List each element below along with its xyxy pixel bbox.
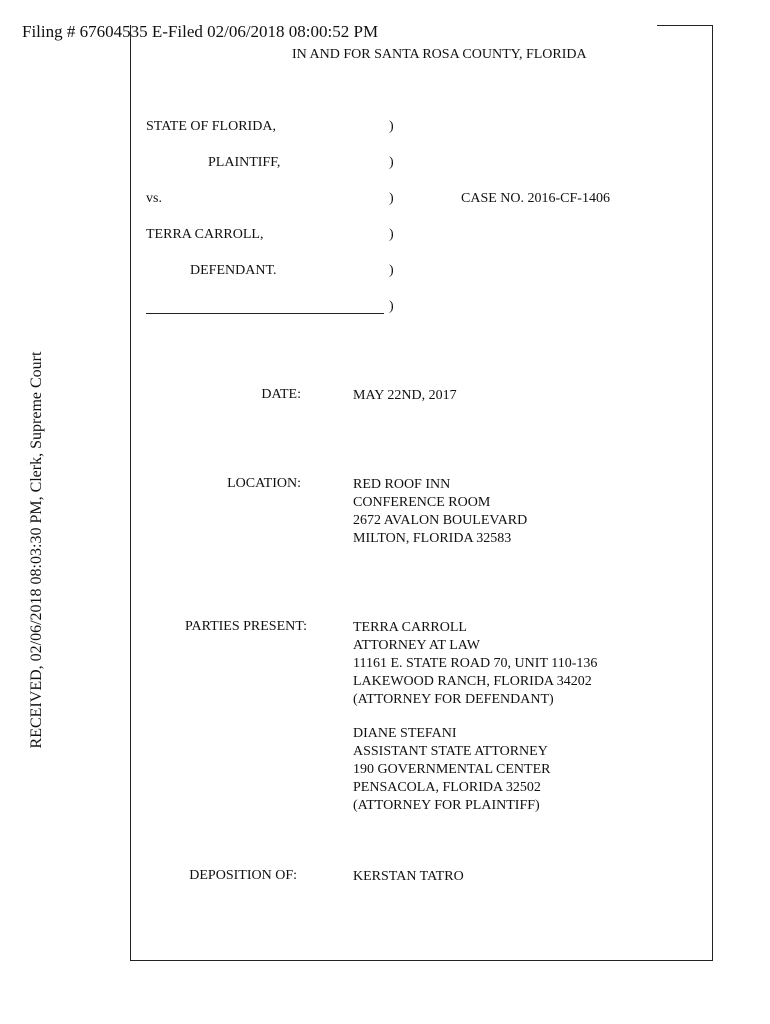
date-label: DATE: [261, 387, 301, 402]
location-label: LOCATION: [227, 476, 301, 491]
caption-paren: ) [389, 227, 394, 242]
parties-label: PARTIES PRESENT: [184, 619, 307, 634]
caption-paren: ) [389, 155, 394, 170]
defendant-role: DEFENDANT. [190, 263, 277, 278]
party-line: DIANE STEFANI [353, 726, 457, 741]
deposition-value: KERSTAN TATRO [353, 869, 464, 884]
caption-underline [146, 297, 384, 314]
party-line: ASSISTANT STATE ATTORNEY [353, 744, 548, 759]
plaintiff-name: STATE OF FLORIDA, [146, 119, 276, 134]
party-line: LAKEWOOD RANCH, FLORIDA 34202 [353, 674, 592, 689]
location-line: MILTON, FLORIDA 32583 [353, 531, 512, 546]
court-heading: IN AND FOR SANTA ROSA COUNTY, FLORIDA [292, 47, 587, 62]
defendant-name: TERRA CARROLL, [146, 227, 264, 242]
party-2-block [353, 725, 550, 815]
caption-paren: ) [389, 299, 394, 314]
caption-paren: ) [389, 263, 394, 278]
party-line: 11161 E. STATE ROAD 70, UNIT 110-136 [353, 656, 598, 671]
party-line: ATTORNEY AT LAW [353, 638, 480, 653]
location-line: 2672 AVALON BOULEVARD [353, 513, 528, 528]
case-number: CASE NO. 2016-CF-1406 [461, 191, 610, 206]
location-block [353, 476, 527, 548]
location-line: CONFERENCE ROOM [353, 495, 491, 510]
party-1-block [353, 619, 597, 709]
party-line: 190 GOVERNMENTAL CENTER [353, 762, 551, 777]
caption-paren: ) [389, 119, 394, 134]
received-stamp: RECEIVED, 02/06/2018 08:03:30 PM, Clerk, Supreme Court [28, 351, 45, 749]
deposition-label: DEPOSITION OF: [189, 868, 297, 883]
party-line: (ATTORNEY FOR DEFENDANT) [353, 692, 554, 707]
date-value: MAY 22ND, 2017 [353, 388, 457, 403]
plaintiff-role: PLAINTIFF, [208, 155, 281, 170]
location-line: RED ROOF INN [353, 477, 451, 492]
filing-stamp: Filing # 67604535 E-Filed 02/06/2018 08:00:52 PM [22, 22, 379, 41]
party-line: TERRA CARROLL [353, 620, 467, 635]
versus: vs. [146, 191, 162, 206]
party-line: (ATTORNEY FOR PLAINTIFF) [353, 798, 540, 813]
caption-paren: ) [389, 191, 394, 206]
party-line: PENSACOLA, FLORIDA 32502 [353, 780, 541, 795]
